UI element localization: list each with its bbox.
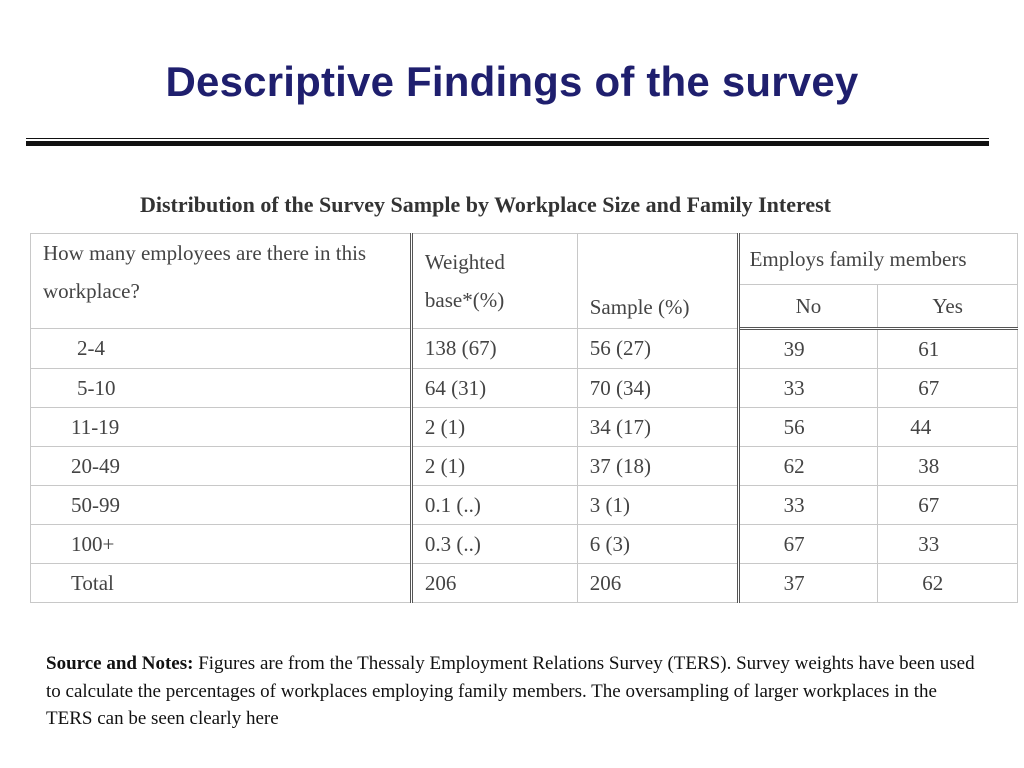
row-sample: 206 — [577, 564, 738, 603]
row-weighted: 64 (31) — [411, 369, 577, 408]
table-row — [31, 564, 1018, 603]
table-row — [31, 486, 1018, 525]
row-no: 37 — [738, 564, 878, 603]
row-yes: 33 — [878, 525, 1018, 564]
header-no: No — [738, 285, 878, 329]
row-sample: 70 (34) — [577, 369, 738, 408]
distribution-table — [30, 233, 1018, 603]
row-yes: 61 — [878, 329, 1018, 369]
row-size: 11-19 — [31, 408, 412, 447]
source-notes — [46, 650, 976, 733]
table-body — [31, 329, 1018, 603]
table-row — [31, 408, 1018, 447]
title-divider-thin — [26, 138, 989, 139]
row-no: 39 — [738, 329, 878, 369]
header-yes: Yes — [878, 285, 1018, 329]
row-no: 33 — [738, 369, 878, 408]
table-row — [31, 447, 1018, 486]
header-weighted-line1: Weighted — [424, 250, 505, 274]
row-weighted: 2 (1) — [411, 447, 577, 486]
row-yes: 67 — [878, 369, 1018, 408]
table-row — [31, 369, 1018, 408]
row-weighted: 0.1 (..) — [411, 486, 577, 525]
row-weighted: 0.3 (..) — [411, 525, 577, 564]
row-no: 33 — [738, 486, 878, 525]
header-sample: Sample (%) — [577, 234, 738, 329]
row-sample: 6 (3) — [577, 525, 738, 564]
row-weighted: 2 (1) — [411, 408, 577, 447]
row-no: 56 — [738, 408, 878, 447]
row-yes: 67 — [878, 486, 1018, 525]
header-weighted-line2: base*(%) — [424, 288, 505, 312]
row-weighted: 206 — [411, 564, 577, 603]
row-sample: 37 (18) — [577, 447, 738, 486]
slide-title: Descriptive Findings of the survey — [165, 58, 859, 105]
source-notes-label: Source and Notes: — [46, 653, 194, 674]
source-notes-text: Figures are from the Thessaly Employment Relations Survey (TERS). Survey weights have been used to calculate the percentages of workplaces employing family members. The oversampling of larger workplaces in the TERS can be seen clearly here — [46, 653, 975, 729]
row-yes: 44 — [878, 408, 1018, 447]
header-weighted — [411, 234, 577, 329]
row-weighted: 138 (67) — [411, 329, 577, 369]
row-no: 62 — [738, 447, 878, 486]
row-size: Total — [31, 564, 412, 603]
row-size: 20-49 — [31, 447, 412, 486]
row-sample: 34 (17) — [577, 408, 738, 447]
header-question: How many employees are there in this workplace? — [31, 234, 412, 329]
row-size: 50-99 — [31, 486, 412, 525]
row-size: 100+ — [31, 525, 412, 564]
table-row — [31, 525, 1018, 564]
row-size: 5-10 — [31, 369, 412, 408]
title-divider-thick — [26, 141, 989, 146]
row-yes: 62 — [878, 564, 1018, 603]
header-employs-family: Employs family members — [738, 234, 1017, 285]
row-no: 67 — [738, 525, 878, 564]
row-yes: 38 — [878, 447, 1018, 486]
table-row — [31, 329, 1018, 369]
table-title: Distribution of the Survey Sample by Workplace Size and Family Interest — [140, 192, 831, 217]
row-sample: 56 (27) — [577, 329, 738, 369]
row-size: 2-4 — [31, 329, 412, 369]
row-sample: 3 (1) — [577, 486, 738, 525]
